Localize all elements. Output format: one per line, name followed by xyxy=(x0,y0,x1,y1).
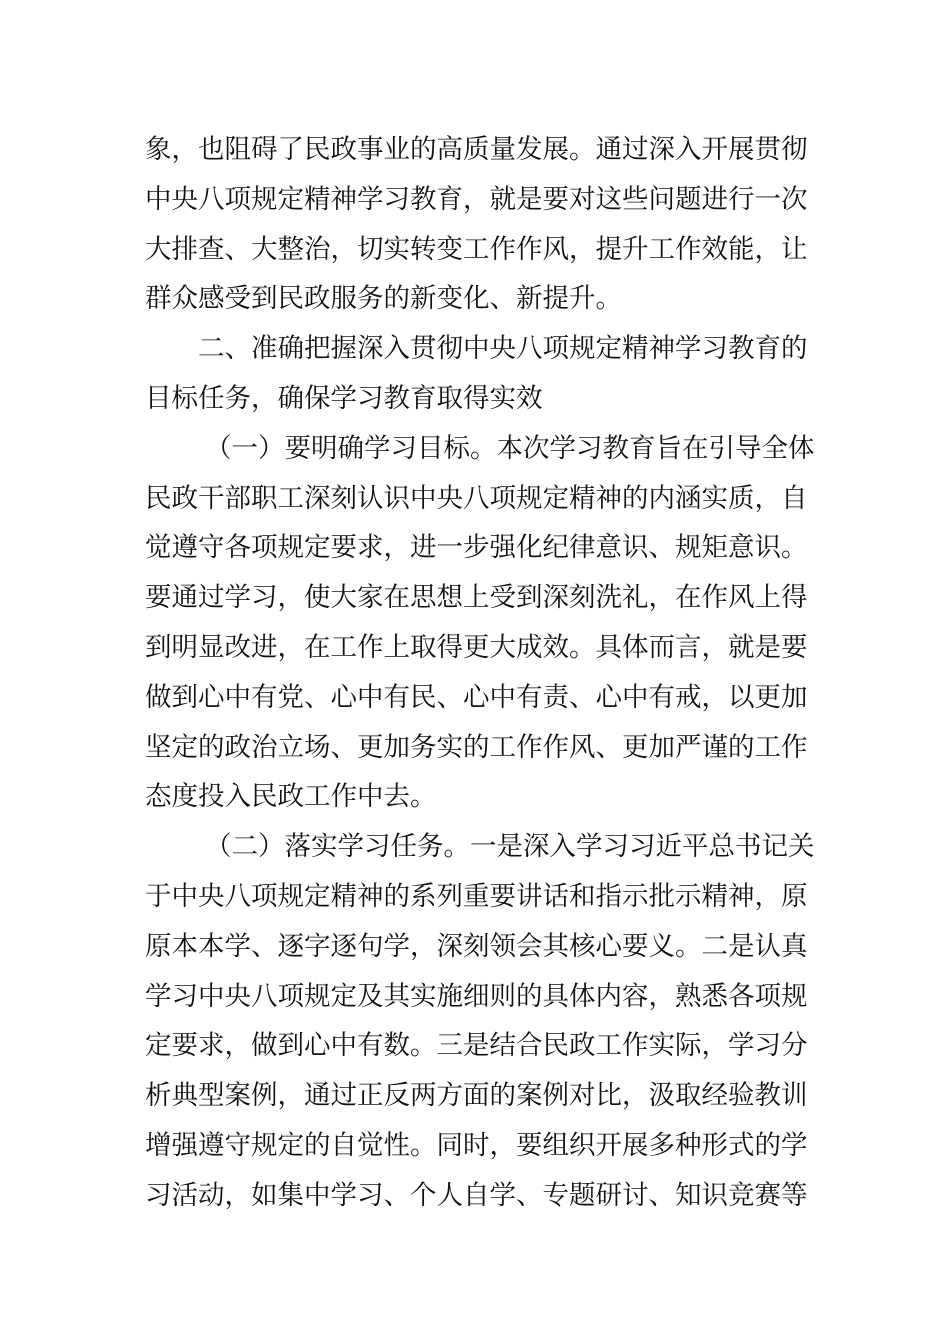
text-line: 习活动，如集中学习、个人自学、专题研讨、知识竞赛等 xyxy=(145,1179,808,1211)
subsection-lead-line: （一）要明确学习目标。本次学习教育旨在引导全体 xyxy=(205,432,815,464)
text-line: 定要求，做到心中有数。三是结合民政工作实际，学习分 xyxy=(145,1030,808,1062)
text-line: 觉遵守各项规定要求，进一步强化纪律意识、规矩意识。 xyxy=(145,532,808,564)
text-line: 析典型案例，通过正反两方面的案例对比，汲取经验教训 xyxy=(145,1080,808,1112)
section-heading-line: 二、准确把握深入贯彻中央八项规定精神学习教育的 xyxy=(198,333,808,365)
text-line: 中央八项规定精神学习教育，就是要对这些问题进行一次 xyxy=(145,183,808,215)
text-line: 民政干部职工深刻认识中央八项规定精神的内涵实质，自 xyxy=(145,482,808,514)
section-heading-line: 目标任务，确保学习教育取得实效 xyxy=(145,382,543,414)
text-line: 象，也阻碍了民政事业的高质量发展。通过深入开展贯彻 xyxy=(145,134,808,165)
subsection-lead-line: （二）落实学习任务。一是深入学习习近平总书记关 xyxy=(205,831,815,863)
text-line: 群众感受到民政服务的新变化、新提升。 xyxy=(145,283,622,315)
text-line: 大排查、大整治，切实转变工作作风，提升工作效能，让 xyxy=(145,233,808,265)
text-line: 到明显改进，在工作上取得更大成效。具体而言，就是要 xyxy=(145,631,808,663)
text-line: 态度投入民政工作中去。 xyxy=(145,781,437,813)
text-line: 增强遵守规定的自觉性。同时，要组织开展多种形式的学 xyxy=(145,1129,808,1161)
text-line: 坚定的政治立场、更加务实的工作作风、更加严谨的工作 xyxy=(145,731,808,763)
text-line: 学习中央八项规定及其实施细则的具体内容，熟悉各项规 xyxy=(145,980,808,1012)
text-line: 做到心中有党、心中有民、心中有责、心中有戒，以更加 xyxy=(145,681,808,713)
text-line: 要通过学习，使大家在思想上受到深刻洗礼，在作风上得 xyxy=(145,582,808,614)
document-body xyxy=(145,125,815,1221)
text-line: 原本本学、逐字逐句学，深刻领会其核心要义。二是认真 xyxy=(145,930,808,962)
text-line: 于中央八项规定精神的系列重要讲话和指示批示精神，原 xyxy=(145,880,808,912)
